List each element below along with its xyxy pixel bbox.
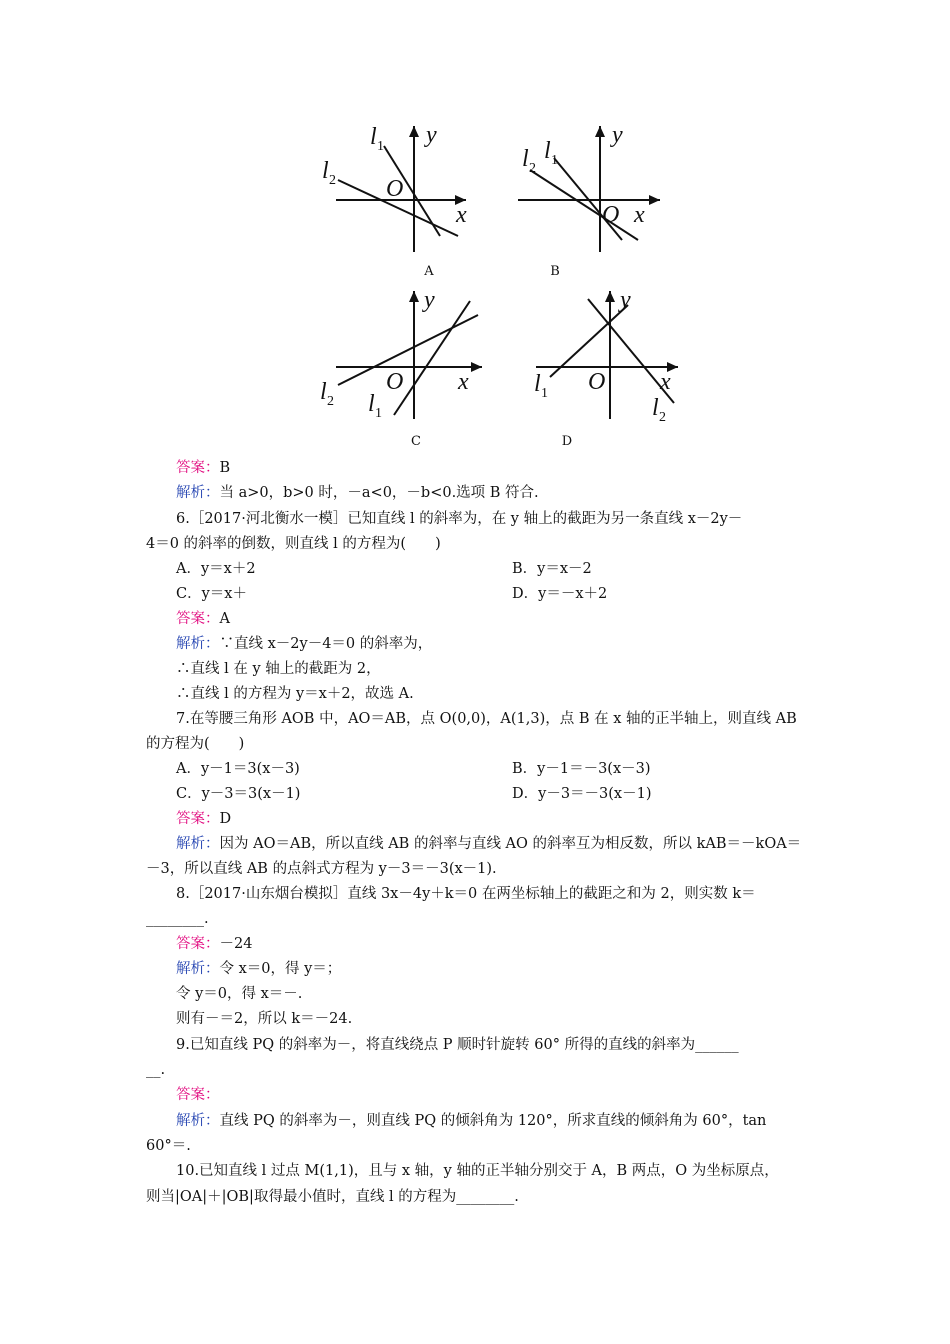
q10-stem-cont: 则当|OA|＋|OB|取得最小值时，直线 l 的方程为________. (146, 1189, 519, 1205)
y-axis-label: y (612, 122, 623, 148)
q8-stem: 8.［2017·山东烟台模拟］直线 3x－4y＋k＝0 在两坐标轴上的截距之和为 2，则实数 k＝ (176, 886, 756, 902)
q6-option-d: D．y＝－x＋2 (512, 586, 608, 602)
q6-answer: 答案：A (176, 611, 230, 627)
q6-stem: 6.［2017·河北衡水一模］已知直线 l 的斜率为，在 y 轴上的截距为另一条直线 x－2y－ (176, 511, 743, 527)
svg-text:2: 2 (659, 410, 666, 425)
q5-analysis: 解析：当 a>0，b>0 时，－a<0，－b<0.选项 B 符合. (176, 485, 539, 501)
q5-answer: 答案：B (176, 460, 231, 476)
x-axis-label: x (660, 369, 671, 395)
q9-analysis-line2: 60°＝. (146, 1138, 191, 1154)
x-axis-label: x (634, 202, 645, 228)
figure-c (318, 285, 488, 425)
origin-label: O (588, 369, 606, 395)
svg-text:1: 1 (541, 386, 548, 401)
caption-c: C (411, 434, 421, 449)
q7-stem: 7.在等腰三角形 AOB 中，AO＝AB，点 O(0,0)，A(1,3)，点 B 在 x 轴的正半轴上，则直线 AB (176, 711, 797, 727)
q10-stem: 10.已知直线 l 过点 M(1,1)，且与 x 轴，y 轴的正半轴分别交于 A，B 两点，O 为坐标原点， (176, 1163, 779, 1179)
svg-text:1: 1 (377, 139, 384, 154)
q7-option-d: D．y－3＝－3(x－1) (512, 786, 652, 802)
svg-text:2: 2 (329, 173, 336, 188)
origin-label: O (386, 176, 404, 202)
l1-label: l (370, 124, 377, 150)
caption-a: A (424, 264, 434, 279)
l2-label: l (322, 158, 329, 184)
svg-text:2: 2 (327, 394, 334, 409)
q6-analysis-line2: ∴直线 l 在 y 轴上的截距为 2， (176, 661, 381, 677)
q7-stem-cont: 的方程为( ) (146, 736, 245, 752)
svg-text:1: 1 (551, 153, 558, 168)
l1-label: l (534, 371, 541, 397)
q9-answer: 答案： (176, 1087, 220, 1103)
x-axis-label: x (456, 202, 467, 228)
q9-stem: 9.已知直线 PQ 的斜率为－，将直线绕点 P 顺时针旋转 60° 所得的直线的斜率为______ (176, 1037, 739, 1053)
q7-option-a: A．y－1＝3(x－3) (176, 761, 300, 777)
y-axis-label: y (620, 287, 631, 313)
l1-label: l (368, 391, 375, 417)
l2-label: l (320, 379, 327, 405)
figure-a (318, 118, 468, 258)
figure-b (514, 118, 664, 258)
origin-label: O (602, 202, 620, 228)
y-axis-label: y (424, 287, 435, 313)
y-axis-label: y (426, 122, 437, 148)
caption-d: D (561, 434, 573, 449)
q6-analysis-line3: ∴直线 l 的方程为 y＝x＋2，故选 A. (176, 686, 414, 702)
q8-analysis-line3: 则有－＝2，所以 k＝－24. (176, 1011, 353, 1027)
q7-answer: 答案：D (176, 811, 232, 827)
svg-text:2: 2 (529, 161, 536, 176)
q6-option-c: C．y＝x＋ (176, 586, 247, 602)
line-l2 (530, 170, 638, 240)
q6-option-a: A．y＝x＋2 (176, 561, 256, 577)
l2-label: l (522, 146, 529, 172)
q7-analysis-line2: －3，所以直线 AB 的点斜式方程为 y－3＝－3(x－1). (146, 861, 497, 877)
q8-stem-cont: ________. (146, 911, 209, 927)
q6-analysis: 解析：∵直线 x－2y－4＝0 的斜率为， (176, 636, 433, 652)
line-l1 (394, 301, 470, 415)
q7-analysis: 解析：因为 AO＝AB，所以直线 AB 的斜率与直线 AO 的斜率互为相反数，所以 kAB＝－kOA＝ (176, 836, 802, 852)
q9-stem-cont: __. (146, 1062, 166, 1078)
figure-d (514, 285, 684, 430)
q7-option-c: C．y－3＝3(x－1) (176, 786, 301, 802)
q9-analysis: 解析：直线 PQ 的斜率为－，则直线 PQ 的倾斜角为 120°，所求直线的倾斜角为 60°，tan (176, 1113, 767, 1129)
origin-label: O (386, 369, 404, 395)
x-axis-label: x (458, 369, 469, 395)
line-l2 (338, 315, 478, 385)
svg-text:1: 1 (375, 406, 382, 421)
q8-answer: 答案：－24 (176, 936, 253, 952)
caption-b: B (550, 264, 560, 279)
q8-analysis-line2: 令 y＝0，得 x＝－. (176, 986, 303, 1002)
q7-option-b: B．y－1＝－3(x－3) (512, 761, 651, 777)
l1-label: l (544, 138, 551, 164)
q6-option-b: B．y＝x－2 (512, 561, 592, 577)
q8-analysis: 解析：令 x＝0，得 y＝； (176, 961, 342, 977)
q6-stem-cont: 4＝0 的斜率的倒数，则直线 l 的方程为( ) (146, 536, 441, 552)
l2-label: l (652, 395, 659, 421)
